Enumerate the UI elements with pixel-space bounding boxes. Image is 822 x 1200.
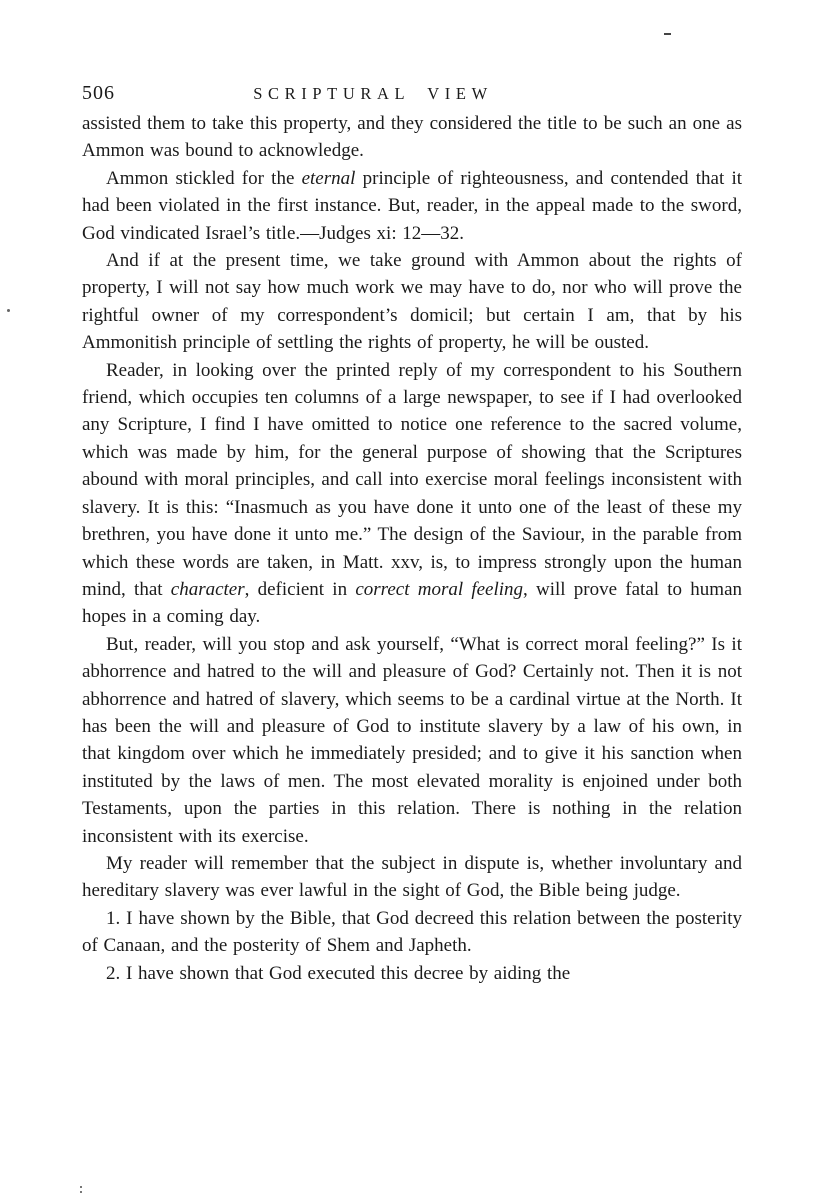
text-run: But, reader, will you stop and ask yourself, “What is correct moral feeling?” Is it abhorrence and hatred to the will and pleasure of God? Certainly not. Then it is not abhorrence and hatred of slavery, which seems to be a cardinal virtue at the North. It has been the will and pleasure of God to institute slavery by a law of his own, in that kingdom over which he immediately presided; and to give it his sanction when instituted by the laws of men. The most elevated morality is enjoined under both Testaments, upon the parties in this relation. There is nothing in the relation inconsistent with its exercise. [82,633,742,847]
text-run: principle of righteousness, and contended that it had been violated in the first instance. But, reader, in the appeal made to the sword, God vindicated Israel’s title.—Judges xi: 12—32. [82,167,743,244]
paragraph [82,110,742,165]
running-title: SCRIPTURAL VIEW [253,84,493,103]
paragraph [82,960,742,987]
text-run: assisted them to take this property, and they considered the title to be such an one as Ammon was bound to acknowledge. [82,113,742,162]
paragraph [82,631,742,850]
italic-text: character [170,578,245,600]
paragraph [82,357,742,631]
text-run: Ammon stickled for the [106,167,302,189]
page-body [82,110,742,987]
paragraph [82,247,742,357]
text-run: , will prove fatal to human hopes in a coming day. [82,578,742,628]
text-run: And if at the present time, we take ground with Ammon about the rights of property, I will not say how much work we may have to do, nor who will prove the rightful owner of my correspondent’s domicil; but certain I am, that by his Ammonitish principle of settling the rights of property, he will be ousted. [82,250,742,354]
text-run: , deficient in [244,578,356,600]
text-run: My reader will remember that the subject in dispute is, whether involuntary and hereditary slavery was ever lawful in the sight of God, the Bible being judge. [82,852,742,902]
paragraph [82,850,742,905]
paragraph [82,905,742,960]
scan-speck-dash [664,33,671,35]
text-run: 1. I have shown by the Bible, that God decreed this relation between the posterity of Canaan, and the posterity of Shem and Japheth. [82,907,742,957]
scan-speck-colon [80,1186,82,1188]
italic-text: eternal [301,167,356,189]
page-number: 506 [82,82,115,104]
page-header [82,82,742,108]
text-run: Reader, in looking over the printed reply of my correspondent to his Southern friend, which occupies ten columns of a large newspaper, to see if I had overlooked any Scripture, I find I have omitted to notice one reference to the sacred volume, which was made by him, for the general purpose of showing that the Scriptures abound with moral principles, and call into exercise moral feelings inconsistent with slavery. It is this: “Inasmuch as you have done it unto one of the least of these my brethren, you have done it unto me.” The design of the Saviour, in the parable from which these words are taken, in Matt. xxv, is, to impress strongly upon the human mind, that [82,359,742,600]
text-run: 2. I have shown that God executed this decree by aiding the [106,962,571,984]
scan-speck-dot [7,309,10,312]
italic-text: correct moral feeling [355,578,524,600]
paragraph [82,165,742,247]
